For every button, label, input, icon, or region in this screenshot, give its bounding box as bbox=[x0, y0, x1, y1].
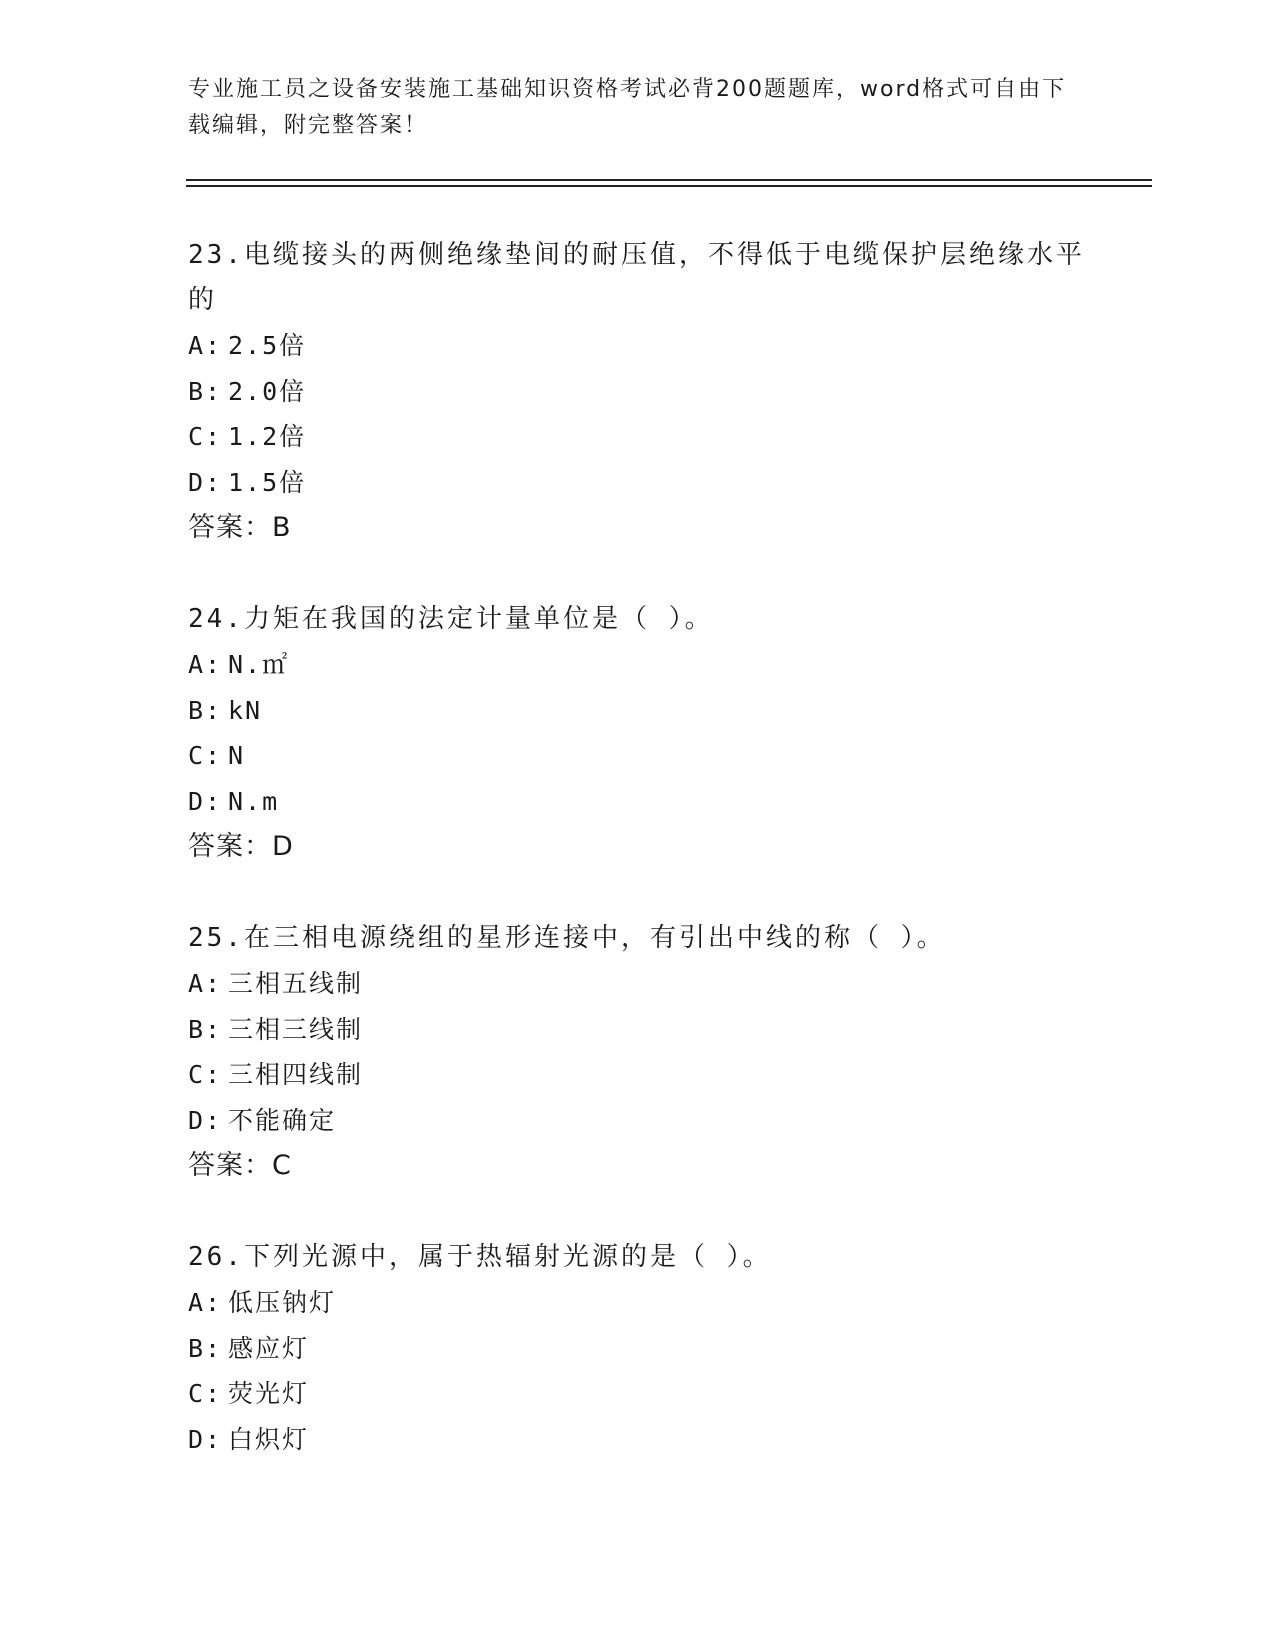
answer-line: 答案：B bbox=[188, 512, 292, 543]
option-letter: D: bbox=[188, 1424, 223, 1454]
question-stem: 23.电缆接头的两侧绝缘垫间的耐压值，不得低于电缆保护层绝缘水平的 bbox=[188, 240, 1085, 315]
option-text: 2.0倍 bbox=[228, 376, 307, 406]
header-divider-top bbox=[186, 179, 1152, 181]
option-letter: C: bbox=[188, 422, 223, 451]
question-stem: 24.力矩在我国的法定计量单位是（ ）。 bbox=[188, 604, 714, 634]
option-text: 2.5倍 bbox=[228, 331, 307, 360]
question-stem: 26.下列光源中，属于热辐射光源的是（ ）。 bbox=[188, 1242, 772, 1272]
option-letter: A: bbox=[188, 1288, 223, 1317]
document-header: 专业施工员之设备安装施工基础知识资格考试必背200题题库，word格式可自由下载编辑，附完整答案！ bbox=[188, 77, 1067, 138]
question-block bbox=[188, 233, 1088, 550]
answer-line: 答案：D bbox=[188, 831, 294, 862]
option-d bbox=[188, 779, 1088, 825]
option-letter: C: bbox=[188, 1379, 223, 1408]
option-c bbox=[188, 414, 1088, 460]
option-text: 三相三线制 bbox=[228, 1014, 364, 1044]
question-block bbox=[188, 597, 1088, 869]
question-stem: 25.在三相电源绕组的星形连接中，有引出中线的称（ ）。 bbox=[188, 923, 946, 953]
option-d bbox=[188, 460, 1088, 506]
option-text: 低压钠灯 bbox=[228, 1288, 337, 1317]
option-letter: B: bbox=[188, 695, 223, 725]
question-block bbox=[188, 1235, 1088, 1462]
option-letter: B: bbox=[188, 1014, 223, 1044]
option-letter: D: bbox=[188, 786, 223, 816]
option-text: N bbox=[228, 741, 246, 770]
option-letter: C: bbox=[188, 1060, 223, 1089]
option-text: 感应灯 bbox=[228, 1333, 310, 1363]
option-a bbox=[188, 642, 1088, 688]
option-c bbox=[188, 733, 1088, 779]
option-d bbox=[188, 1098, 1088, 1144]
option-text: 荧光灯 bbox=[228, 1379, 310, 1408]
option-letter: D: bbox=[188, 1105, 223, 1135]
option-b bbox=[188, 688, 1088, 734]
option-text: 1.5倍 bbox=[228, 467, 307, 497]
option-a bbox=[188, 323, 1088, 369]
option-letter: D: bbox=[188, 467, 223, 497]
option-letter: A: bbox=[188, 650, 223, 679]
option-text: 不能确定 bbox=[228, 1105, 337, 1135]
option-text: kN bbox=[228, 695, 263, 725]
option-text: 三相四线制 bbox=[228, 1060, 364, 1089]
option-b bbox=[188, 1326, 1088, 1372]
answer-line: 答案：C bbox=[188, 1150, 292, 1181]
option-text: 1.2倍 bbox=[228, 422, 307, 451]
option-letter: A: bbox=[188, 969, 223, 998]
option-c bbox=[188, 1052, 1088, 1098]
option-letter: A: bbox=[188, 331, 223, 360]
question-block bbox=[188, 916, 1088, 1188]
option-text: N.m bbox=[228, 786, 280, 816]
option-text: 三相五线制 bbox=[228, 969, 364, 998]
option-c bbox=[188, 1371, 1088, 1417]
header-divider-bottom bbox=[186, 185, 1152, 187]
option-text: 白炽灯 bbox=[228, 1424, 310, 1454]
option-a bbox=[188, 961, 1088, 1007]
option-letter: B: bbox=[188, 1333, 223, 1363]
option-b bbox=[188, 369, 1088, 415]
option-letter: C: bbox=[188, 741, 223, 770]
option-b bbox=[188, 1007, 1088, 1053]
option-d bbox=[188, 1417, 1088, 1463]
option-a bbox=[188, 1280, 1088, 1326]
option-text: N.㎡ bbox=[228, 650, 290, 679]
option-letter: B: bbox=[188, 376, 223, 406]
